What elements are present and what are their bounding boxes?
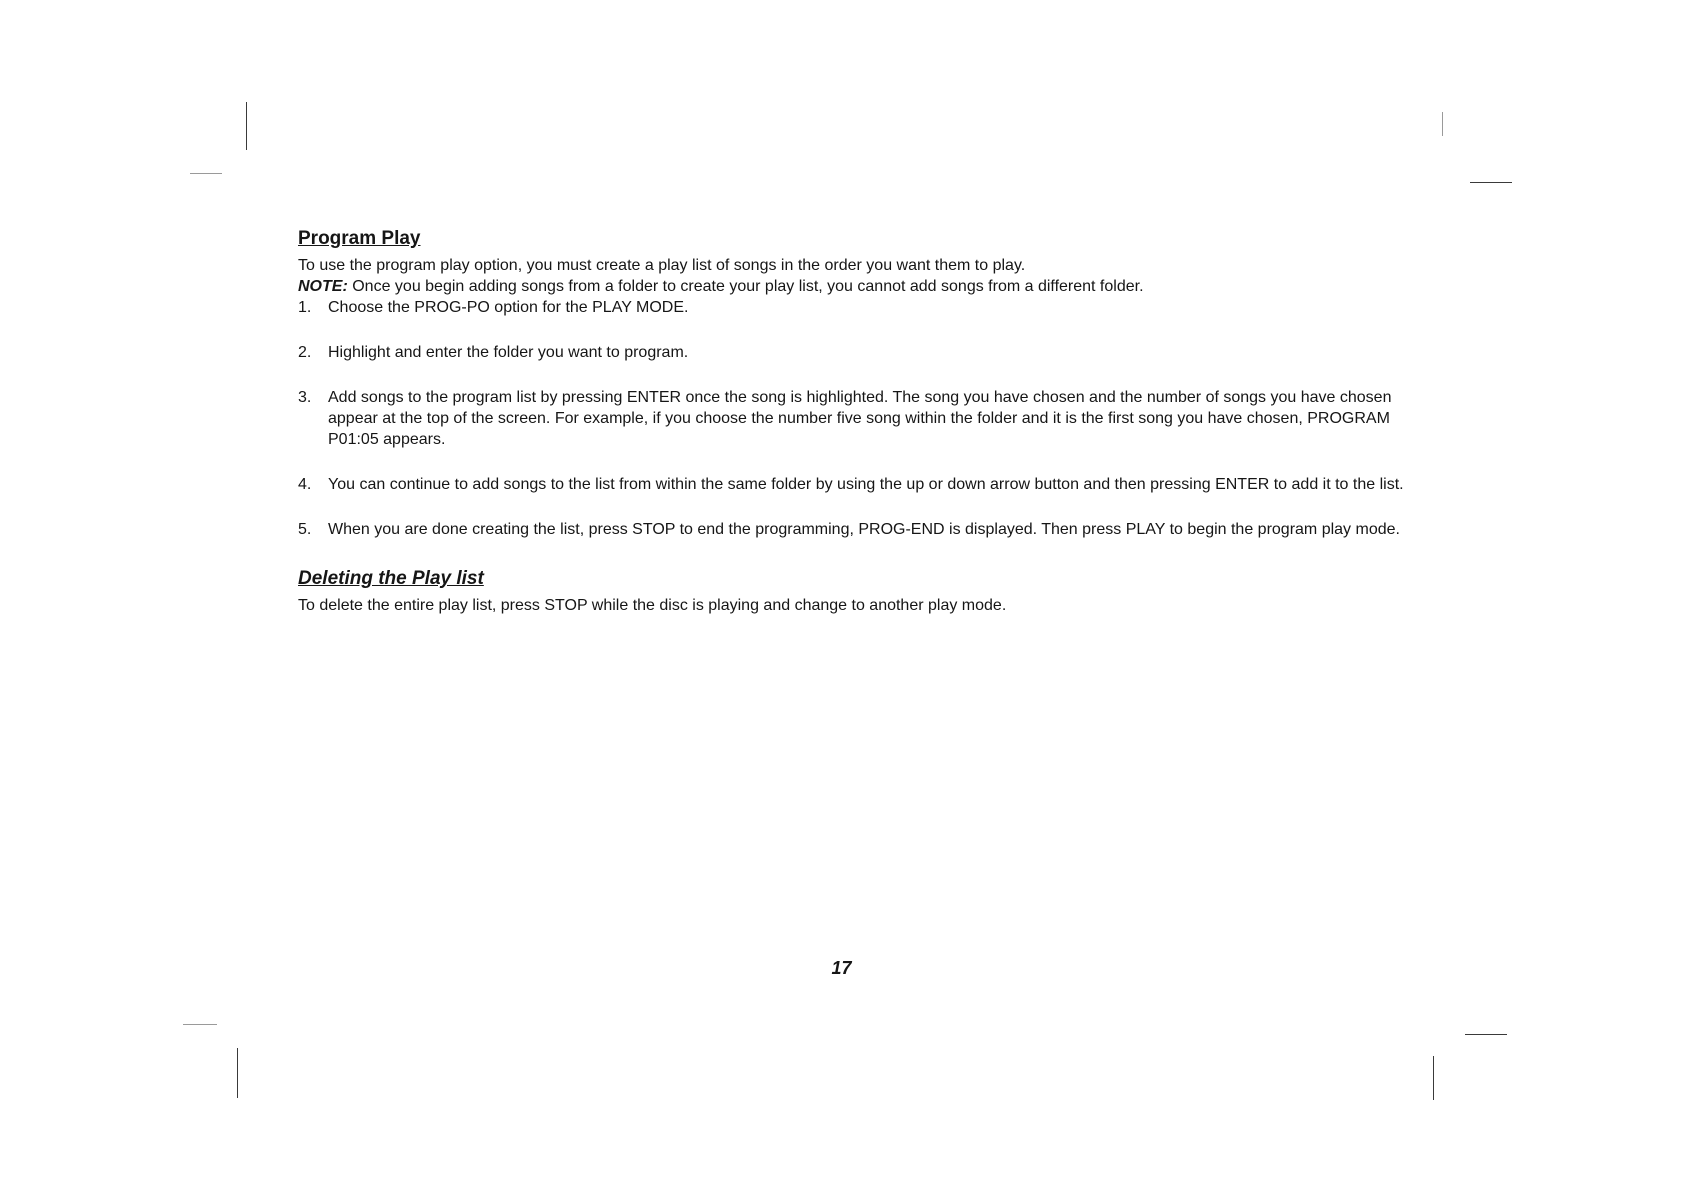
crop-mark-bottom-left-horizontal	[183, 1024, 217, 1025]
crop-mark-top-left-horizontal	[190, 173, 222, 174]
crop-mark-bottom-right-horizontal	[1465, 1034, 1507, 1035]
crop-mark-top-left-vertical	[246, 102, 247, 150]
note-label: NOTE:	[298, 278, 348, 295]
step-number: 2.	[298, 344, 312, 361]
deleting-instructions: To delete the entire play list, press STOP while the disc is playing and change to another play mode.	[298, 597, 1007, 614]
list-item	[298, 387, 1408, 450]
step-number: 1.	[298, 299, 312, 316]
step-text: Highlight and enter the folder you want to program.	[328, 344, 689, 361]
list-item	[298, 297, 1408, 318]
step-text: Choose the PROG-PO option for the PLAY MODE.	[328, 299, 689, 316]
note-text: Once you begin adding songs from a folder to create your play list, you cannot add songs from a different folder.	[347, 278, 1144, 295]
step-number: 4.	[298, 476, 312, 493]
list-item	[298, 474, 1408, 495]
step-number: 5.	[298, 521, 312, 538]
page-content	[298, 228, 1408, 616]
program-steps-list	[298, 297, 1408, 540]
crop-mark-top-right-vertical	[1442, 112, 1443, 136]
program-play-intro: To use the program play option, you must create a play list of songs in the order you want them to play.	[298, 257, 1026, 274]
section-heading-program-play: Program Play	[298, 228, 421, 249]
note-paragraph	[298, 276, 1408, 297]
deleting-section	[298, 568, 1408, 616]
step-text: When you are done creating the list, press STOP to end the programming, PROG-END is displayed. Then press PLAY to begin the program play mode.	[328, 521, 1400, 538]
step-text: You can continue to add songs to the list from within the same folder by using the up or down arrow button and then pressing ENTER to add it to the list.	[328, 476, 1404, 493]
crop-mark-bottom-left-vertical	[237, 1048, 238, 1098]
step-number: 3.	[298, 389, 312, 406]
list-item	[298, 519, 1408, 540]
crop-mark-bottom-right-vertical	[1433, 1056, 1434, 1100]
section-heading-deleting-play-list: Deleting the Play list	[298, 568, 484, 589]
crop-mark-top-right-horizontal	[1470, 182, 1512, 183]
page-number: 17	[831, 958, 852, 978]
step-text: Add songs to the program list by pressing ENTER once the song is highlighted. The song you have chosen and the number of songs you have chosen appear at the top of the screen. For example, if you choose the number five song within the folder and it is the first song you have chosen, PROGRAM P01:05 appears.	[328, 389, 1392, 448]
list-item	[298, 342, 1408, 363]
